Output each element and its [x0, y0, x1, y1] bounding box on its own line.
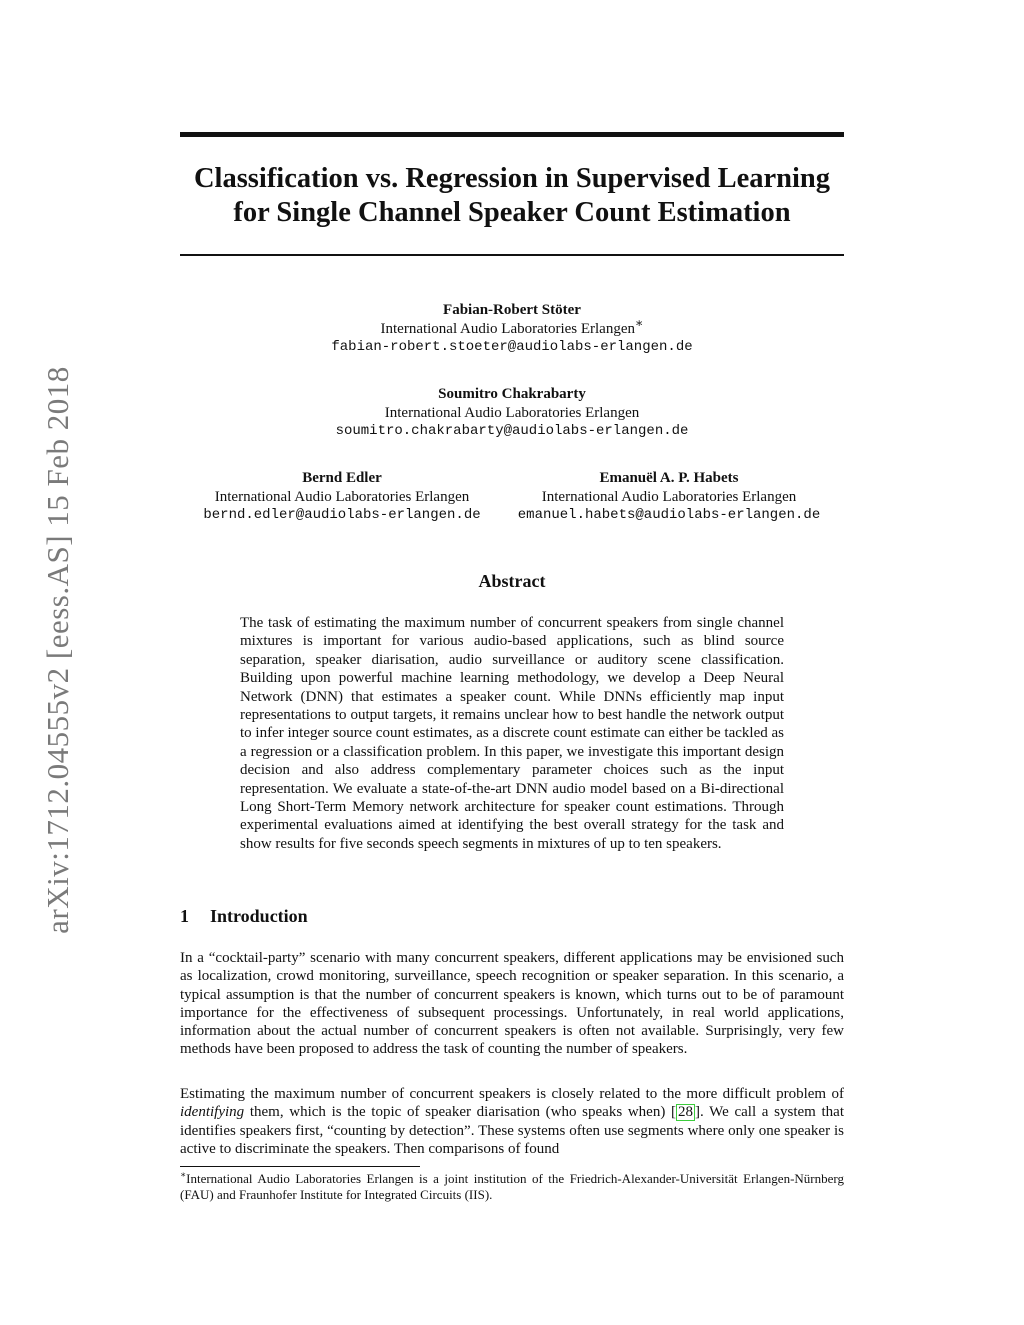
emphasized-word: identifying	[180, 1104, 245, 1121]
abstract-heading: Abstract	[478, 571, 546, 591]
title-bottom-rule	[180, 254, 844, 256]
footnote-mark[interactable]: ∗	[635, 315, 644, 330]
author-affiliation: International Audio Laboratories Erlangen	[384, 404, 640, 421]
author-block-1	[180, 301, 844, 357]
footnote-text: International Audio Laboratories Erlangen is a joint institution of the Friedrich-Alexander-Universität Erlangen-Nürnberg (FAU) and Fraunhofer Institute for Integrated Circuits (IIS).	[180, 1171, 844, 1202]
arxiv-identifier: arXiv:1712.04555v2 [eess.AS] 15 Feb 2018	[40, 366, 75, 934]
paper-title	[180, 162, 844, 230]
author-name: Fabian-Robert Stöter	[443, 302, 581, 318]
footnote	[180, 1171, 844, 1203]
author-affiliation: International Audio Laboratories Erlangen	[214, 488, 470, 505]
author-email[interactable]: fabian-robert.stoeter@audiolabs-erlangen.de	[331, 339, 693, 355]
author-name: Emanuël A. P. Habets	[599, 470, 739, 486]
intro-paragraph-1: In a “cocktail-party” scenario with many concurrent speakers, different applications may be envisioned such as localization, crowd monitoring, surveillance, speech recognition or speaker separation. In this scenario, a typical assumption is that the number of concurrent speakers is known, which turns out to be of paramount importance for the effectiveness of subsequent processings. Unfortunately, in real world applications, information about the actual number of concurrent speakers is often not available. Surprisingly, very few methods have been proposed to address the task of counting the number of speakers.	[180, 950, 844, 1058]
section-title: Introduction	[210, 906, 308, 926]
section-number: 1	[180, 906, 189, 926]
title-line-1: Classification vs. Regression in Supervised Learning	[193, 163, 831, 194]
author-name: Soumitro Chakrabarty	[438, 386, 586, 402]
author-block-4	[507, 469, 831, 525]
abstract-text: The task of estimating the maximum number of concurrent speakers from single channel mixtures is important for various audio-based applications, such as blind source separation, speaker diarisation, audio surveillance or auditory scene classification. Building upon powerful machine learning methodology, we develop a Deep Neural Network (DNN) that estimates a speaker count. While DNNs efficiently map input representations to output targets, it remains unclear how to best handle the network output to infer integer source count estimates, as a discrete count estimate can either be tackled as a regression or a classification problem. In this paper, we investigate this important design decision and also address complementary parameter choices such as the input representation. We evaluate a state-of-the-art DNN audio model based on a Bi-directional Long Short-Term Memory network architecture for speaker count estimations. Through experimental evaluations aimed at identifying the best overall strategy for the task and show results for five seconds speech segments in mixtures of up to ten speakers.	[240, 615, 784, 852]
author-affiliation: International Audio Laboratories Erlangen∗	[380, 315, 644, 337]
author-block-2	[180, 385, 844, 441]
author-email[interactable]: soumitro.chakrabarty@audiolabs-erlangen.de	[335, 423, 689, 439]
footnote-rule	[180, 1166, 420, 1167]
title-line-2: for Single Channel Speaker Count Estimation	[233, 197, 791, 228]
section-heading	[180, 906, 844, 927]
author-block-3	[180, 469, 504, 525]
intro-paragraph-2: Estimating the maximum number of concurrent speakers is closely related to the more difficult problem of identifying them, which is the topic of speaker diarisation (who speaks when) [ 28 ]. We call a system that identifies speakers first, “counting by detection”. These systems often use segments where only one speaker is active to discriminate the speakers. Then comparisons of found	[180, 1086, 844, 1157]
title-top-rule	[180, 132, 844, 137]
footnote-mark: ∗	[180, 1169, 187, 1180]
author-name: Bernd Edler	[302, 470, 382, 486]
author-email[interactable]: bernd.edler@audiolabs-erlangen.de	[203, 507, 481, 523]
author-affiliation: International Audio Laboratories Erlangen	[541, 488, 797, 505]
author-email[interactable]: emanuel.habets@audiolabs-erlangen.de	[517, 507, 821, 523]
citation-link[interactable]: 28	[678, 1104, 694, 1121]
